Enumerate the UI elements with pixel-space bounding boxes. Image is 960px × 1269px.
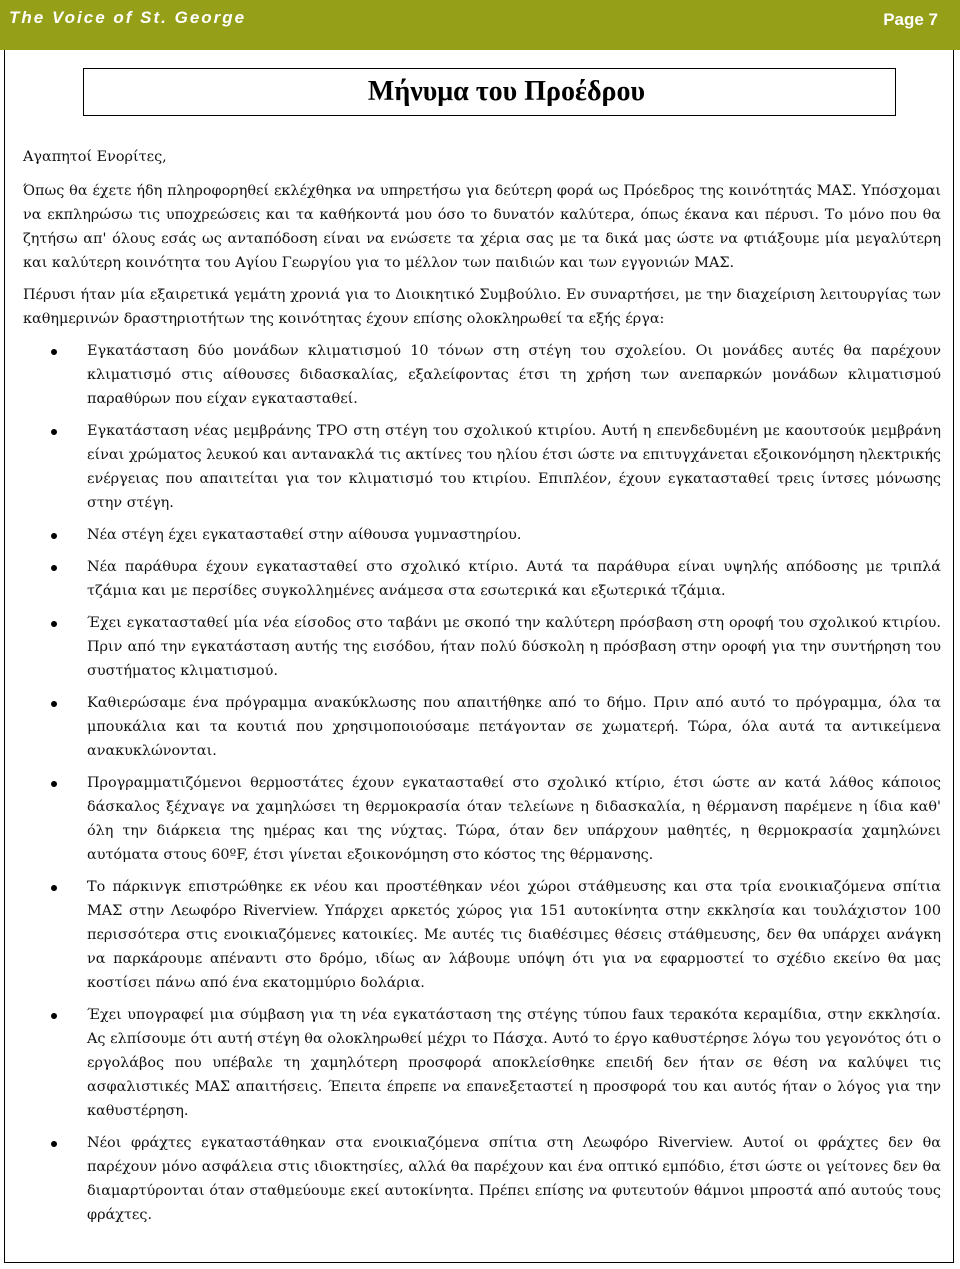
bullet-icon bbox=[51, 533, 57, 539]
list-item-text: Προγραμματιζόμενοι θερμοστάτες έχουν εγκατασταθεί στο σχολικό κτίριο, έτσι ώστε αν κατά λάθος κάποιος δάσκαλος ξέχναγε να χαμηλώσει τη θερμοκρασία όταν τελείωνε η διδασκαλία, η θέρμανση παρέμενε η ίδια καθ' όλη την διάρκεια της ημέρας και της νύχτας. Τώρα, όταν δεν υπάρχουν μαθητές, η θερμοκρασία χαμηλώνει αυτόματα στους 60ºF, έτσι γίνεται εξοικονόμηση στο κόστος της θέρμανσης. bbox=[87, 775, 941, 863]
list-item bbox=[23, 523, 941, 547]
bullet-icon bbox=[51, 349, 57, 355]
bullet-icon bbox=[51, 885, 57, 891]
list-item bbox=[23, 771, 941, 867]
page-header bbox=[0, 0, 960, 50]
list-item bbox=[23, 419, 941, 515]
intro-paragraph: Όπως θα έχετε ήδη πληροφορηθεί εκλέχθηκα να υπηρετήσω για δεύτερη φορά ως Πρόεδρος της κοινότητάς ΜΑΣ. Υπόσχομαι να εκπληρώσω τις υποχρεώσεις και τα καθήκοντά μου όσο το δυνατόν καλύτερα, όπως έκανα και πέρυσι. Το μόνο που θα ζητήσω απ' όλους εσάς ως ανταπόδοση είναι να ενώσετε τα χέρια σας με τα δικά μας ώστε να φτιάξουμε μία μεγαλύτερη και καλύτερη κοινότητα του Αγίου Γεωργίου για το μέλλον των παιδιών και των εγγονιών ΜΑΣ. bbox=[23, 183, 941, 271]
bullet-icon bbox=[51, 565, 57, 571]
bullet-icon bbox=[51, 1141, 57, 1147]
page-number: Page 7 bbox=[883, 10, 938, 29]
list-item-text: Έχει υπογραφεί μια σύμβαση για τη νέα εγκατάσταση της στέγης τύπου faux τερακότα κεραμίδια, στην εκκλησία. Ας ελπίσουμε ότι αυτή στέγη θα ολοκληρωθεί μέχρι το Πάσχα. Αυτό το έργο καθυστέρησε λόγω του γεγονότος ότι ο εργολάβος που υπέβαλε τη χαμηλότερη προσφορά αποκλείσθηκε επειδή δεν ήταν σε θέση να καλύψει τις ασφαλιστικές ΜΑΣ απαιτήσεις. Έπειτα έπρεπε να επανεξεταστεί η προσφορά του και αυτός ήταν ο λόγος για την καθυστέρηση. bbox=[87, 1007, 941, 1119]
greeting: Αγαπητοί Ενορίτες, bbox=[23, 149, 167, 165]
list-item bbox=[23, 691, 941, 763]
list-item-text: Το πάρκινγκ επιστρώθηκε εκ νέου και προστέθηκαν νέοι χώροι στάθμευσης και στα τρία ενοικιαζόμενα σπίτια ΜΑΣ στην Λεωφόρο Riverview. Υπάρχει αρκετός χώρος για 151 αυτοκίνητα στην εκκλησία και τουλάχιστον 100 περισσότερα στις ενοικιαζόμενες κατοικίες. Με αυτές τις διαθέσιμες θέσεις στάθμευσης, δεν θα υπάρχει ανάγκη να παρκάρουμε απέναντι στο δρόμο, ιδίως αν λάβουμε υπόψη ότι για να εφαρμοστεί το σχέδιο εκείνο θα μας κοστίσει πάνω από ένα εκατομμύριο δολάρια. bbox=[87, 879, 941, 991]
title-box bbox=[83, 68, 896, 116]
bullet-icon bbox=[51, 429, 57, 435]
projects-list bbox=[23, 339, 941, 1227]
bullet-icon bbox=[51, 781, 57, 787]
list-item-text: Καθιερώσαμε ένα πρόγραμμα ανακύκλωσης που απαιτήθηκε από το δήμο. Πριν από αυτό το πρόγραμμα, όλα τα μπουκάλια και τα κουτιά που χρησιμοποιούσαμε πετάγονταν σε χωματερή. Τώρα, όλα αυτά τα αντικείμενα ανακυκλώνονται. bbox=[87, 695, 941, 759]
list-item-text: Εγκατάσταση δύο μονάδων κλιματισμού 10 τόνων στη στέγη του σχολείου. Οι μονάδες αυτές θα παρέχουν κλιματισμό στις αίθουσες διδασκαλίας, εξαλείφοντας έτσι τη χρήση των ανεπαρκών μονάδων κλιματισμού παραθύρων που είχαν εγκατασταθεί. bbox=[87, 343, 941, 407]
article-body bbox=[23, 145, 941, 1235]
year-summary-paragraph: Πέρυσι ήταν μία εξαιρετικά γεμάτη χρονιά για το Διοικητικό Συμβούλιο. Εν συναρτήσει, με την διαχείριση λειτουργίας των καθημερινών δραστηριοτήτων της κοινότητας έχουν επίσης ολοκληρωθεί τα εξής έργα: bbox=[23, 287, 941, 327]
list-item-text: Νέα στέγη έχει εγκατασταθεί στην αίθουσα γυμναστηρίου. bbox=[87, 527, 522, 543]
page-title: Μήνυμα του Προέδρου bbox=[367, 76, 645, 107]
list-item-text: Έχει εγκατασταθεί μία νέα είσοδος στο ταβάνι με σκοπό την καλύτερη πρόσβαση στη οροφή του σχολικού κτιρίου. Πριν από την εγκατάσταση αυτής της εισόδου, ήταν πολύ δύσκολη η πρόσβαση στην οροφή για την συντήρηση του συστήματος κλιματισμού. bbox=[87, 615, 941, 679]
list-item-text: Νέα παράθυρα έχουν εγκατασταθεί στο σχολικό κτίριο. Αυτά τα παράθυρα είναι υψηλής απόδοσης με τριπλά τζάμια και με περσίδες συγκολλημένες ανάμεσα στα εσωτερικά και εξωτερικά τζάμια. bbox=[87, 559, 941, 599]
bullet-icon bbox=[51, 621, 57, 627]
bullet-icon bbox=[51, 701, 57, 707]
list-item-text: Νέοι φράχτες εγκαταστάθηκαν στα ενοικιαζόμενα σπίτια στη Λεωφόρο Riverview. Αυτοί οι φράχτες δεν θα παρέχουν μόνο ασφάλεια στις ιδιοκτησίες, αλλά θα παρέχουν και ένα οπτικό εμπόδιο, έτσι ώστε οι γείτονες δεν θα διαμαρτύρονται όταν σταθμεύουμε εκεί αυτοκίνητα. Πρέπει επίσης να φυτευτούν θάμνοι μπροστά από αυτούς τους φράχτες. bbox=[87, 1135, 941, 1223]
list-item bbox=[23, 611, 941, 683]
publication-name: The Voice of St. George bbox=[9, 8, 247, 27]
list-item bbox=[23, 875, 941, 995]
list-item bbox=[23, 1131, 941, 1227]
list-item bbox=[23, 1003, 941, 1123]
list-item bbox=[23, 555, 941, 603]
bullet-icon bbox=[51, 1013, 57, 1019]
list-item bbox=[23, 339, 941, 411]
list-item-text: Εγκατάσταση νέας μεμβράνης TPO στη στέγη του σχολικού κτιρίου. Αυτή η επενδεδυμένη με καουτσούκ μεμβράνη είναι χρώματος λευκού και αντανακλά τις ακτίνες του ηλίου έτσι ώστε να επιτυγχάνεται εξοικονόμηση ηλεκτρικής ενέργειας που απαιτείται για τον κλιματισμό του κτιρίου. Επιπλέον, έχουν εγκατασταθεί τρεις ίντσες μόνωσης στην στέγη. bbox=[87, 423, 941, 511]
